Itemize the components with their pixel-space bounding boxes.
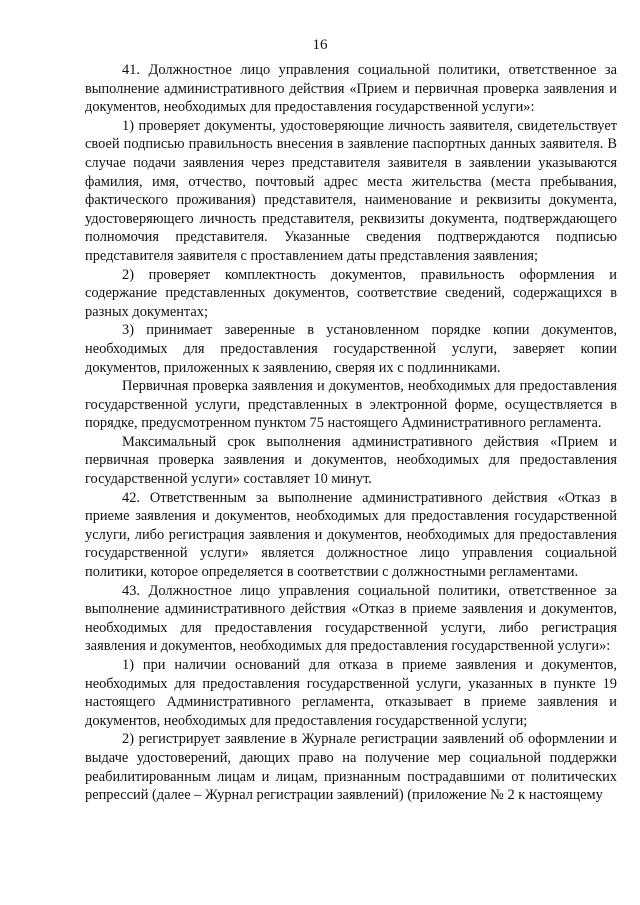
paragraph-43-item-1: 1) при наличии оснований для отказа в приеме заявления и документов, необходимых для предоставления государственной услуги, указанных в пункте 19 настоящего Административного регламента, отказывает в приеме заявления и документов, необходимых для предоставления государственной услуги; — [85, 657, 617, 729]
document-body — [85, 61, 617, 805]
paragraph-42: 42. Ответственным за выполнение административного действия «Отказ в приеме заявления и документов, необходимых для предоставления государственной услуги, либо регистрация заявления и документов, необходимых для предоставления государственной услуги» является должностное лицо управления социальной политики, которое определяется в соответствии с должностными регламентами. — [85, 489, 617, 581]
paragraph-41-intro: 41. Должностное лицо управления социальной политики, ответственное за выполнение административного действия «Прием и первичная проверка заявления и документов, необходимых для предоставления государственной услуги»: — [85, 62, 617, 116]
paragraph-43-intro: 43. Должностное лицо управления социальной политики, ответственное за выполнение административного действия «Отказ в приеме заявления и документов, необходимых для предоставления государственной услуги, либо регистрация заявления и документов, необходимых для предоставления государственной услуги»: — [85, 582, 617, 655]
page-number: 16 — [312, 37, 328, 53]
paragraph-41-item-3: 3) принимает заверенные в установленном порядке копии документов, необходимых для предоставления государственной услуги, заверяет копии документов, приложенных к заявлению, сверяя их с подлинниками. — [85, 322, 617, 376]
paragraph-41-item-2: 2) проверяет комплектность документов, правильность оформления и содержание представленных документов, соответствие сведений, содержащихся в разных документах; — [85, 266, 617, 320]
paragraph-41-item-1: 1) проверяет документы, удостоверяющие личность заявителя, свидетельствует своей подписью правильность внесения в заявление паспортных данных заявителя. В случае подачи заявления через представителя заявителя в заявлении указываются фамилия, имя, отчество, почтовый адрес места жительства (места пребывания, фактического проживания) представителя, наименование и реквизиты документа, удостоверяющего личность представителя, реквизиты документа, подтверждающего полномочия представителя. Указанные сведения подтверждаются подписью представителя заявителя с проставлением даты представления заявления; — [85, 117, 617, 264]
paragraph-43-item-2: 2) регистрирует заявление в Журнале регистрации заявлений об оформлении и выдаче удостоверений, дающих право на получение мер социальной поддержки реабилитированным лицам и лицам, признанным пострадавшими от политических репрессий (далее – Журнал регистрации заявлений) (приложение № 2 к настоящему — [85, 731, 617, 804]
paragraph-max-duration: Максимальный срок выполнения административного действия «Прием и первичная проверка заявления и документов, необходимых для предоставления государственной услуги» составляет 10 минут. — [85, 433, 617, 488]
paragraph-electronic-check: Первичная проверка заявления и документов, необходимых для предоставления государственной услуги, представленных в электронной форме, осуществляется в порядке, предусмотренном пунктом 75 настоящего Административного регламента. — [85, 378, 617, 432]
